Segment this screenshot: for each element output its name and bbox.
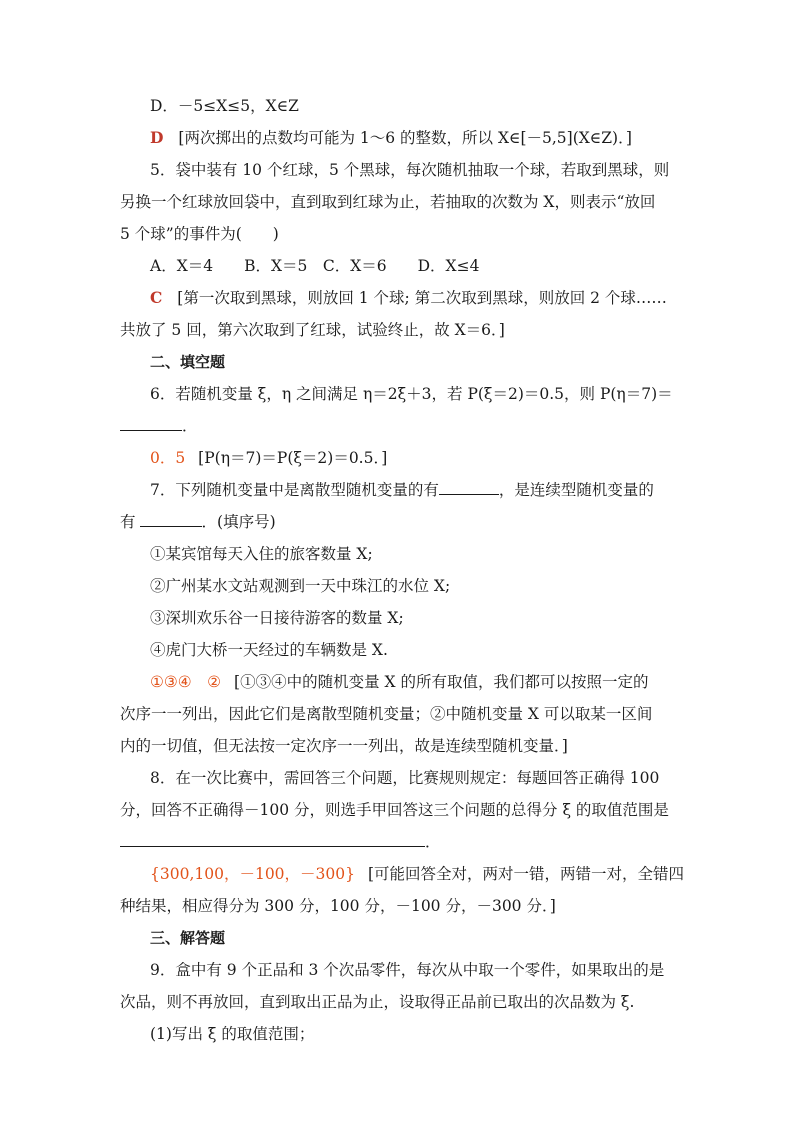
answer-line-q7 [150, 672, 648, 692]
answer-explanation: [两次掷出的点数均可能为 1～6 的整数，所以 X∈[－5,5](X∈Z)．] [178, 129, 632, 147]
question-5-options: A．X＝4 B．X＝5 C．X＝6 D．X≤4 [150, 257, 480, 275]
question-5-line-1: 5．袋中装有 10 个红球，5 个黑球，每次随机抽取一个球，若取到黑球，则 [150, 161, 670, 179]
question-8-line-3: ． [120, 832, 441, 852]
answer-blank [140, 512, 202, 527]
question-7-item-1: ①某宾馆每天入住的旅客数量 X; [150, 545, 373, 563]
answer-blank [120, 832, 425, 847]
question-7-line-1: 7．下列随机变量中是离散型随机变量的有 ，是连续型随机变量的 [150, 481, 654, 499]
answer-letter: C [150, 288, 163, 307]
answer-explanation: [P(η＝7)＝P(ξ＝2)＝0.5．] [198, 449, 388, 467]
answer-line-q6 [150, 448, 387, 468]
section-heading-solutions: 三、解答题 [150, 929, 226, 947]
answer-blank [120, 416, 182, 431]
answer-line-q5 [150, 288, 667, 308]
question-5-line-3: 5 个球”的事件为( ) [120, 225, 279, 243]
answer-value: 0．5 [150, 449, 186, 467]
answer-line-q8 [150, 864, 684, 884]
question-7-item-4: ④虎门大桥一天经过的车辆数是 X. [150, 641, 388, 659]
answer-value: {300,100，－100，－300} [150, 865, 355, 883]
answer-explanation: [第一次取到黑球，则放回 1 个球; 第二次取到黑球，则放回 2 个球…… [177, 289, 667, 307]
answer-explanation-cont: 共放了 5 回，第六次取到了红球，试验终止，故 X＝6．] [120, 321, 505, 339]
question-9-part-1: (1)写出 ξ 的取值范围； [150, 1025, 315, 1043]
question-6-line-1: 6．若随机变量 ξ，η 之间满足 η＝2ξ＋3，若 P(ξ＝2)＝0.5，则 P(η＝7)＝ [150, 385, 673, 403]
question-7-item-2: ②广州某水文站观测到一天中珠江的水位 X; [150, 577, 451, 595]
answer-blank [439, 480, 499, 495]
question-5-line-2: 另换一个红球放回袋中，直到取到红球为止，若抽取的次数为 X，则表示“放回 [120, 193, 656, 211]
question-7-item-3: ③深圳欢乐谷一日接待游客的数量 X; [150, 609, 404, 627]
question-7-line-2: 有 ．(填序号) [120, 513, 276, 531]
question-9-line-1: 9．盒中有 9 个正品和 3 个次品零件，每次从中取一个零件，如果取出的是 [150, 961, 665, 979]
answer-explanation-cont: 内的一切值，但无法按一定次序一一列出，故是连续型随机变量．] [120, 737, 568, 755]
question-8-line-1: 8．在一次比赛中，需回答三个问题，比赛规则规定：每题回答正确得 100 [150, 769, 660, 787]
question-9-line-2: 次品，则不再放回，直到取出正品为止，设取得正品前已取出的次品数为 ξ. [120, 993, 635, 1011]
answer-explanation-cont: 种结果，相应得分为 300 分，100 分，－100 分，－300 分．] [120, 897, 556, 915]
question-8-line-2: 分，回答不正确得－100 分，则选手甲回答这三个问题的总得分 ξ 的取值范围是 [120, 801, 669, 819]
question-6-line-2: ． [120, 416, 198, 436]
answer-explanation-cont: 次序一一列出，因此它们是离散型随机变量；②中随机变量 X 可以取某一区间 [120, 705, 653, 723]
answer-letter: D [150, 128, 164, 147]
section-heading-fill-in: 二、填空题 [150, 353, 226, 371]
answer-explanation: [可能回答全对，两对一错，两错一对，全错四 [367, 865, 684, 883]
answer-explanation: [①③④中的随机变量 X 的所有取值，我们都可以按照一定的 [234, 673, 649, 691]
answer-value: ①③④ ② [150, 673, 222, 691]
answer-line-q4 [150, 128, 632, 148]
option-d-line: D．－5≤X≤5，X∈Z [150, 97, 299, 115]
